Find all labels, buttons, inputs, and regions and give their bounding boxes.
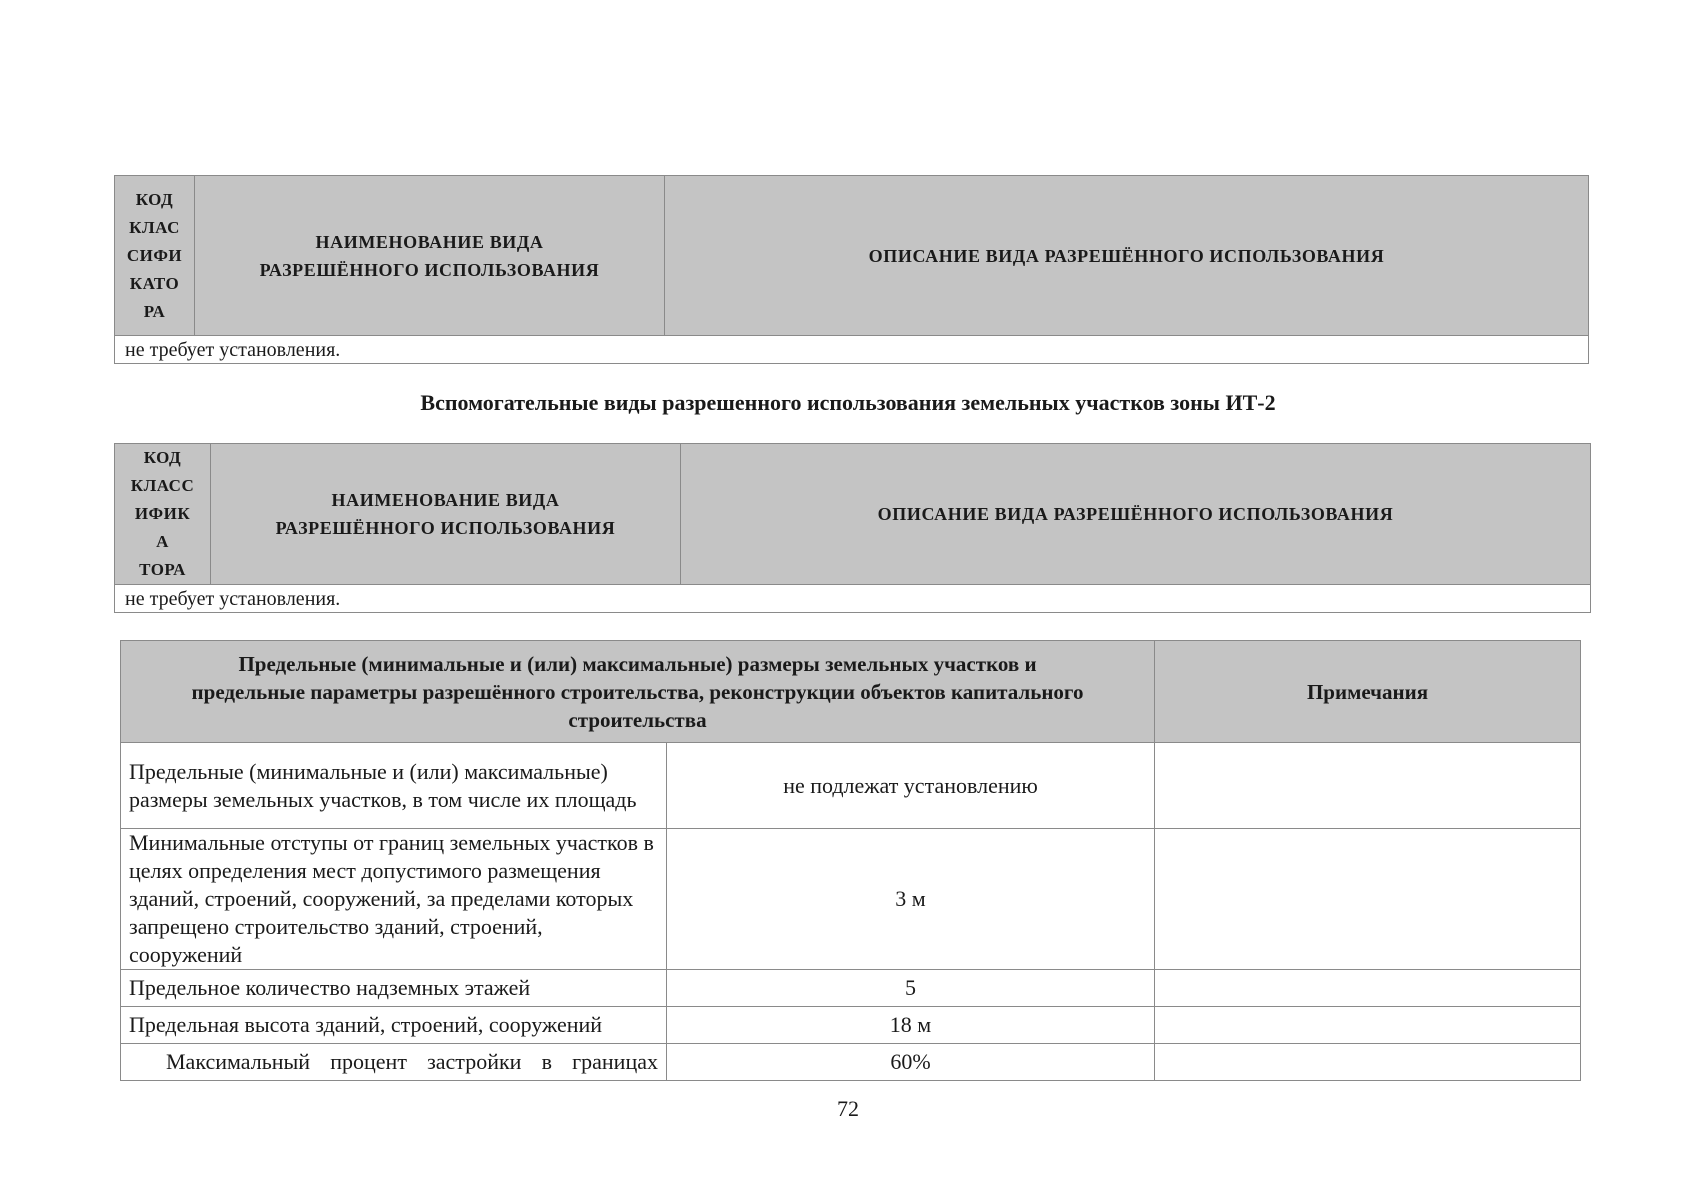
name-header: НАИМЕНОВАНИЕ ВИДА РАЗРЕШЁННОГО ИСПОЛЬЗОВАНИЯ: [211, 444, 681, 585]
table-row: [121, 1007, 1581, 1044]
param-note: [1155, 1007, 1581, 1044]
params-header: Предельные (минимальные и (или) максимальные) размеры земельных участков и предельные параметры разрешённого строительства, реконструкции объектов капитального строительства: [121, 641, 1155, 743]
param-label: Предельные (минимальные и (или) максимальные) размеры земельных участков, в том числе их площадь: [121, 743, 667, 829]
param-note: [1155, 970, 1581, 1007]
param-value: 18 м: [667, 1007, 1155, 1044]
param-value: 5: [667, 970, 1155, 1007]
param-note: [1155, 1044, 1581, 1081]
param-label: Максимальный процент застройки в границах: [121, 1044, 667, 1081]
param-label: Предельное количество надземных этажей: [121, 970, 667, 1007]
permitted-use-table-2: [114, 443, 1591, 613]
param-value: 3 м: [667, 829, 1155, 970]
param-value: не подлежат установлению: [667, 743, 1155, 829]
table-row: [121, 743, 1581, 829]
table-row: [121, 829, 1581, 970]
param-note: [1155, 743, 1581, 829]
param-label: Предельная высота зданий, строений, сооружений: [121, 1007, 667, 1044]
table-note: не требует установления.: [115, 585, 1591, 613]
permitted-use-table-1: [114, 175, 1589, 364]
parameters-table: [120, 640, 1581, 1081]
section-subtitle: Вспомогательные виды разрешенного использования земельных участков зоны ИТ-2: [420, 390, 1276, 415]
name-header: НАИМЕНОВАНИЕ ВИДА РАЗРЕШЁННОГО ИСПОЛЬЗОВАНИЯ: [195, 176, 665, 336]
notes-header: Примечания: [1155, 641, 1581, 743]
param-value: 60%: [667, 1044, 1155, 1081]
code-header: КОД КЛАС СИФИ КАТО РА: [115, 176, 195, 336]
table-note: не требует установления.: [115, 336, 1589, 364]
table-row: [121, 970, 1581, 1007]
description-header: ОПИСАНИЕ ВИДА РАЗРЕШЁННОГО ИСПОЛЬЗОВАНИЯ: [665, 176, 1589, 336]
page-number: 72: [837, 1096, 859, 1121]
table-row: [121, 1044, 1581, 1081]
param-label: Минимальные отступы от границ земельных участков в целях определения мест допустимого размещения зданий, строений, сооружений, за пределами которых запрещено строительство зданий, строений, сооружений: [121, 829, 667, 970]
param-note: [1155, 829, 1581, 970]
description-header: ОПИСАНИЕ ВИДА РАЗРЕШЁННОГО ИСПОЛЬЗОВАНИЯ: [681, 444, 1591, 585]
code-header: КОД КЛАСС ИФИК А ТОРА: [115, 444, 211, 585]
